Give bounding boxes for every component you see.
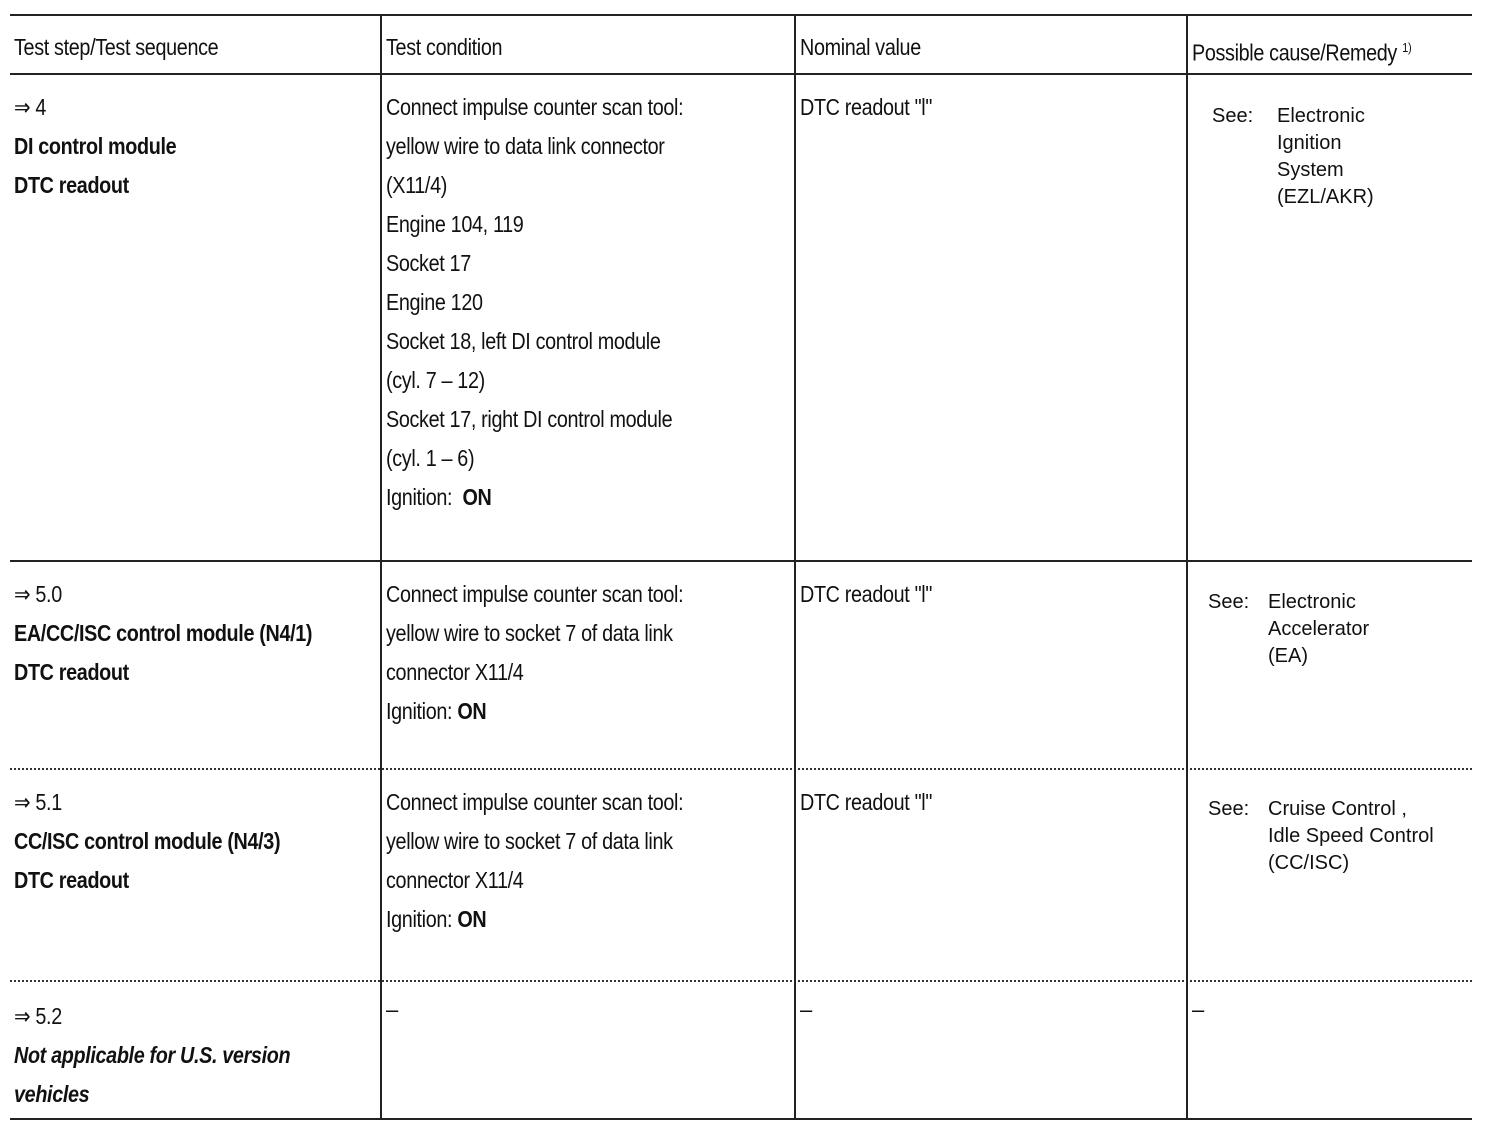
row-5-0-nominal-value: DTC readout "l" bbox=[800, 581, 933, 607]
row-divider-5-1 bbox=[10, 980, 1472, 982]
header-nominal-value: Nominal value bbox=[800, 34, 921, 60]
column-divider-1 bbox=[380, 14, 382, 1120]
table-top-rule bbox=[10, 14, 1472, 16]
row-4-nominal-value: DTC readout "l" bbox=[800, 94, 933, 120]
header-test-step: Test step/Test sequence bbox=[14, 34, 219, 60]
header-possible-cause: Possible cause/Remedy $^{1)}$ bbox=[1192, 39, 1412, 66]
table-bottom-rule bbox=[10, 1118, 1472, 1120]
column-divider-2 bbox=[794, 14, 796, 1120]
header-bottom-rule bbox=[10, 73, 1472, 75]
test-table: Test step/Test sequence Test condition Nominal value Possible cause/Remedy $^{1)}$ ⇒ 4 DI control module DTC readout Connect impulse counter scan tool: yellow wire to data link connector (X11/4) Engine 104, 119 Socket 17 Engine 120 Socket 18, left DI control module (cyl. 7 – 12) Socket 17, right DI control module (cyl. 1 – 6) Ignition: ON DTC readout "l" See: Electronic Ignition System (EZL/AKR) ⇒ 5.0 EA/CC/ISC control module (N4/1) DTC readout Connect impulse counter scan tool: yellow wire to socket 7 of data link connector X11/4 Ignition: ON DTC readout "l" See: Electronic Accelerator (EA) ⇒ 5.1 CC/ISC control module (N4/3) DTC readout Connect impulse counter scan tool: yellow wire to socket 7 of data link connector X11/4 Ignition: ON DTC readout "l" See: Cruise Control , Idle Speed Control (CC/ISC) ⇒ 5.2 Not applicable for U.S. version vehicles – – – bbox=[0, 0, 1488, 1136]
row-divider-5-0 bbox=[10, 768, 1472, 770]
row-4-test-condition: Connect impulse counter scan tool: yellow wire to data link connector (X11/4) Engine 104, 119 Socket 17 Engine 120 Socket 18, left DI control module (cyl. 7 – 12) Socket 17, right DI control module (cyl. 1 – 6) Ignition: ON bbox=[386, 94, 684, 510]
row-5-2-nominal-value: – bbox=[800, 997, 813, 1022]
row-5-0-test-condition: Connect impulse counter scan tool: yellow wire to socket 7 of data link connector X11/4 Ignition: ON bbox=[386, 581, 684, 724]
row-5-1-test-step: ⇒ 5.1 CC/ISC control module (N4/3) DTC readout bbox=[14, 789, 281, 893]
row-divider-4 bbox=[10, 560, 1472, 562]
row-5-1-nominal-value: DTC readout "l" bbox=[800, 789, 933, 815]
row-5-0-test-step: ⇒ 5.0 EA/CC/ISC control module (N4/1) DTC readout bbox=[14, 581, 313, 685]
row-4-test-step: ⇒ 4 DI control module DTC readout bbox=[14, 94, 177, 198]
row-5-1-test-condition: Connect impulse counter scan tool: yellow wire to socket 7 of data link connector X11/4 Ignition: ON bbox=[386, 789, 684, 932]
row-5-2-test-condition: – bbox=[386, 997, 399, 1022]
column-divider-3 bbox=[1186, 14, 1188, 1120]
header-test-condition: Test condition bbox=[386, 34, 503, 60]
row-5-2-remedy: – bbox=[1192, 997, 1205, 1022]
row-5-2-test-step: ⇒ 5.2 Not applicable for U.S. version vehicles bbox=[14, 1003, 291, 1107]
